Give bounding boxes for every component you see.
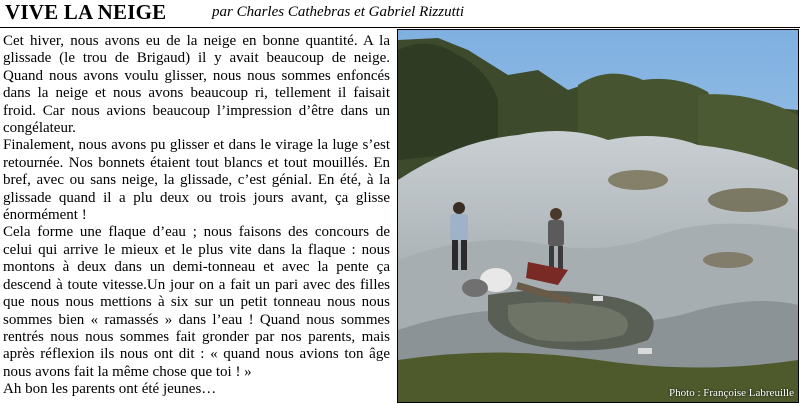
article-byline: par Charles Cathebras et Gabriel Rizzutti bbox=[212, 4, 465, 20]
slide-photo bbox=[397, 29, 799, 403]
photo-illustration bbox=[398, 30, 798, 402]
paragraph-3: Cela forme une flaque d’eau ; nous faisons des concours de celui qui arrive le mieux et le plus vite dans la flaque : nous montons à deux dans un demi-tonneau et avec la pente ça descend à toute vitesse.Un jour on a fait un pari avec des filles que nous nous mettions à six sur un petit tonneau nous nous sommes bien « ramassés » dans l’eau ! Quand nous sommes rentrés nous nous sommes fait gronder par nos parents, mais après réflexion ils nous ont dit : « quand nous avions ton âge nous avons fait la même chose que toi ! » bbox=[3, 224, 390, 380]
paragraph-1: Cet hiver, nous avons eu de la neige en bonne quantité. A la glissade (le trou de Brigaud) il y avait beaucoup de neige. Quand nous avons voulu glisser, nous nous sommes enfoncés dans la neige et nous avons beaucoup ri, tellement il faisait froid. Car nous avions beaucoup l’impression d’être dans un congélateur. bbox=[3, 33, 390, 137]
paragraph-4: Ah bon les parents ont été jeunes… bbox=[3, 381, 217, 398]
header bbox=[0, 0, 800, 28]
paragraph-2: Finalement, nous avons pu glisser et dans le virage la luge s’est retournée. Nos bonnets étaient tout blancs et tout mouillés. En bref, avec ou sans neige, la glissade, c’est génial. En été, à la glissade quand il a plu deux ou trois jours avant, ça glisse énormément ! bbox=[3, 137, 390, 224]
article-title: VIVE LA NEIGE bbox=[5, 0, 167, 24]
photo-credit: Photo : Françoise Labreuille bbox=[669, 387, 794, 399]
article-body bbox=[3, 33, 390, 399]
